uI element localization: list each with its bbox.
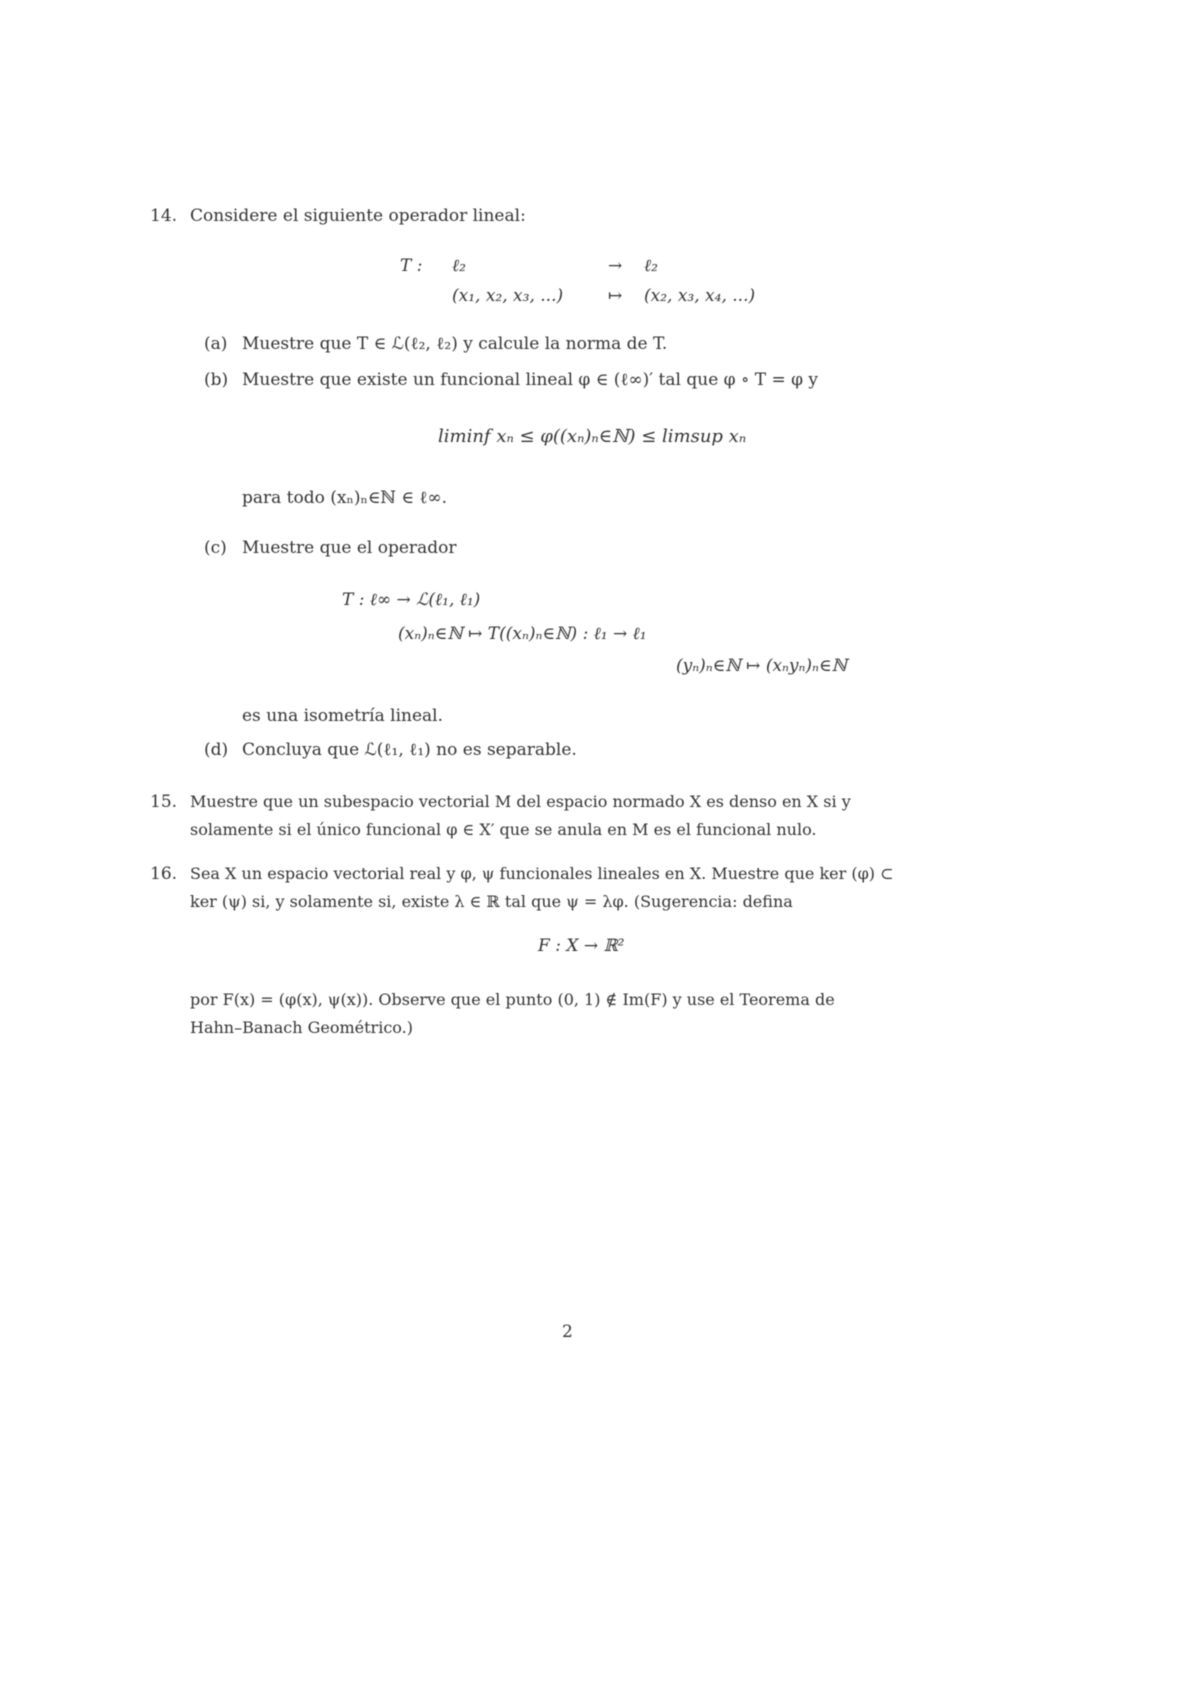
map-row1-arrow: → bbox=[608, 256, 623, 276]
exercise-14-number: 14. bbox=[150, 206, 178, 226]
exercise-15-line2: solamente si el único funcional φ ∈ X′ que se anula en M es el funcional nulo. bbox=[190, 820, 817, 839]
page-number: 2 bbox=[562, 1322, 573, 1342]
part-c-label: (c) bbox=[204, 538, 227, 558]
display-inequality: liminf xₙ ≤ φ((xₙ)ₙ∈ℕ) ≤ limsup xₙ bbox=[438, 426, 747, 447]
map-row2-arrow: ↦ bbox=[608, 286, 623, 306]
exercise-16-line2: ker (ψ) si, y solamente si, existe λ ∈ ℝ tal que ψ = λφ. (Sugerencia: defina bbox=[190, 892, 793, 911]
part-b-label: (b) bbox=[204, 370, 229, 390]
map-row1-codomain: ℓ₂ bbox=[644, 256, 658, 276]
exercise-16-number: 16. bbox=[150, 864, 178, 884]
map2-row1: T : ℓ∞ → ℒ(ℓ₁, ℓ₁) bbox=[342, 590, 481, 610]
part-d-label: (d) bbox=[204, 740, 229, 760]
map-row1-domain: ℓ₂ bbox=[452, 256, 466, 276]
exercise-15-number: 15. bbox=[150, 792, 178, 812]
part-c-text: Muestre que el operador bbox=[242, 538, 457, 558]
exercise-16-line4: Hahn–Banach Geométrico.) bbox=[190, 1018, 413, 1037]
after-inequality: para todo (xₙ)ₙ∈ℕ ∈ ℓ∞. bbox=[242, 488, 448, 508]
map-row2-domain: (x₁, x₂, x₃, ...) bbox=[452, 286, 564, 306]
part-a-text: Muestre que T ∈ ℒ(ℓ₂, ℓ₂) y calcule la norma de T. bbox=[242, 334, 668, 354]
map2-row2: (xₙ)ₙ∈ℕ ↦ T((xₙ)ₙ∈ℕ) : ℓ₁ → ℓ₁ bbox=[398, 624, 647, 644]
part-a-label: (a) bbox=[204, 334, 228, 354]
map-row2-codomain: (x₂, x₃, x₄, ...) bbox=[644, 286, 756, 306]
after-map2: es una isometría lineal. bbox=[242, 706, 443, 726]
part-d-text: Concluya que ℒ(ℓ₁, ℓ₁) no es separable. bbox=[242, 740, 577, 760]
map2-row3: (yₙ)ₙ∈ℕ ↦ (xₙyₙ)ₙ∈ℕ bbox=[676, 656, 848, 676]
exercise-16-line1: Sea X un espacio vectorial real y φ, ψ funcionales lineales en X. Muestre que ker (φ) ⊂ bbox=[190, 864, 894, 883]
map-lhs: T : bbox=[400, 256, 423, 276]
exercise-16-display: F : X → ℝ² bbox=[538, 936, 625, 956]
exercise-15-line1: Muestre que un subespacio vectorial M del espacio normado X es denso en X si y bbox=[190, 792, 851, 811]
exercise-14-intro: Considere el siguiente operador lineal: bbox=[190, 206, 526, 226]
exercise-16-line3: por F(x) = (φ(x), ψ(x)). Observe que el punto (0, 1) ∉ Im(F) y use el Teorema de bbox=[190, 990, 835, 1009]
part-b-text: Muestre que existe un funcional lineal φ ∈ (ℓ∞)′ tal que φ ∘ T = φ y bbox=[242, 370, 819, 390]
